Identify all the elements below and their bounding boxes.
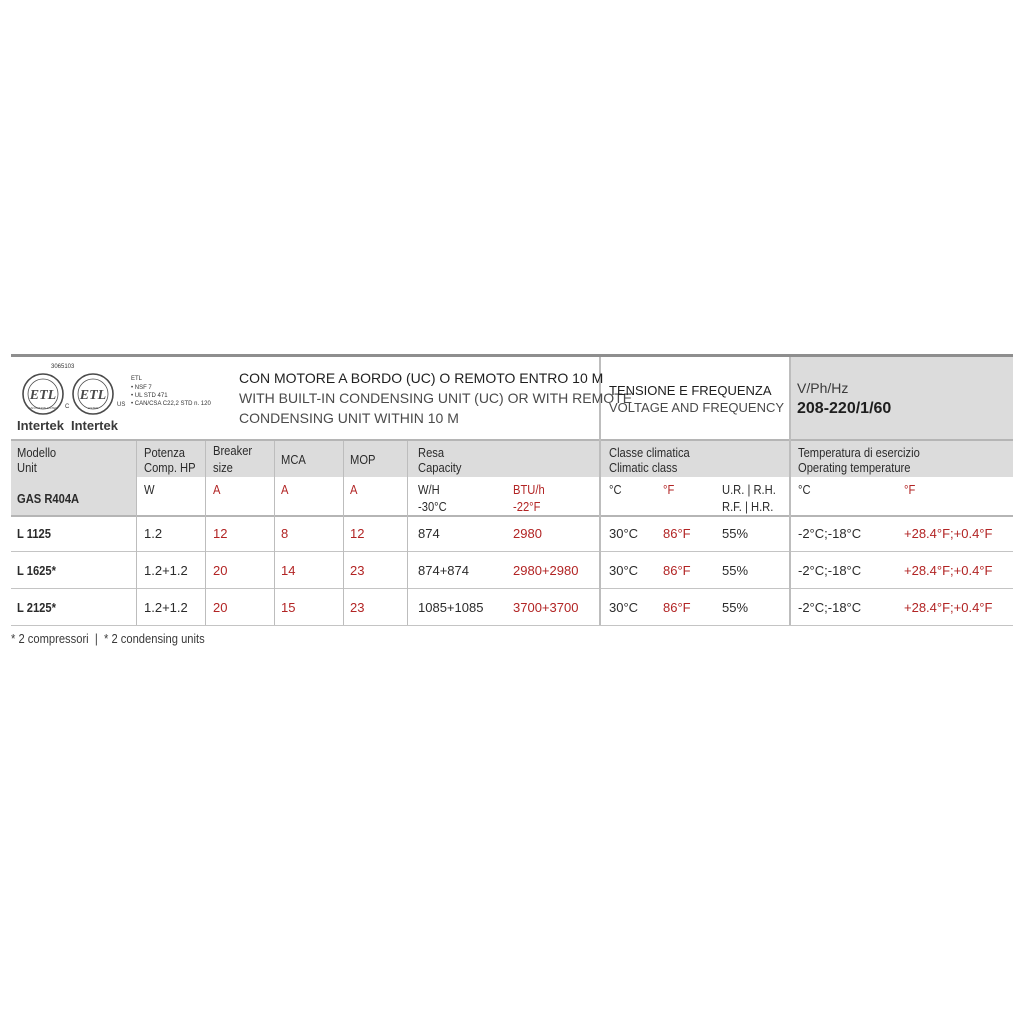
capacity-header: Resa: [418, 445, 445, 460]
climate-rh: U.R. | R.H.: [722, 482, 776, 497]
row-climate-f: 86°F: [663, 563, 691, 578]
row-btu: 2980: [513, 526, 542, 541]
model-header: Modello: [17, 445, 57, 460]
row-divider: [11, 551, 1013, 552]
row-mca: 14: [281, 563, 296, 578]
row-hp: 1.2: [144, 526, 163, 541]
description-english: WITH BUILT-IN CONDENSING UNIT (UC) OR WITH REMOTE: [239, 390, 633, 406]
optemp-unit-c: °C: [798, 482, 811, 497]
capacity-unit-btu: BTU/h: [513, 482, 545, 497]
voltage-title-italian: TENSIONE E FREQUENZA: [609, 383, 772, 398]
intertek-brand: Intertek: [71, 418, 118, 433]
power-header: Comp. HP: [144, 460, 196, 475]
row-hp: 1.2+1.2: [144, 563, 188, 578]
standard-item: • CAN/CSA C22,2 STD n. 120: [131, 401, 211, 407]
etl-listed-logo-icon: [71, 372, 115, 416]
row-rh: 55%: [722, 600, 749, 615]
gas-label: GAS R404A: [17, 491, 80, 506]
mop-unit: A: [350, 482, 358, 497]
svg-text:LISTED: LISTED: [87, 406, 99, 410]
column-divider: [205, 441, 206, 625]
row-mop: 23: [350, 563, 365, 578]
column-divider: [789, 357, 791, 625]
mca-unit: A: [281, 482, 289, 497]
row-mca: 15: [281, 600, 296, 615]
power-unit: W: [144, 482, 155, 497]
vph-header-bg: [791, 357, 1013, 439]
row-btu: 2980+2980: [513, 563, 579, 578]
row-op-f: +28.4°F;+0.4°F: [904, 526, 993, 541]
optemp-header: Operating temperature: [798, 460, 911, 475]
capacity-unit-wh: W/H: [418, 482, 440, 497]
vph-label: V/Ph/Hz: [797, 380, 849, 396]
standards-title: ETL: [131, 376, 143, 382]
model-header: Unit: [17, 460, 37, 475]
breaker-header: Breaker: [213, 443, 253, 458]
column-divider: [274, 441, 275, 625]
row-divider: [11, 588, 1013, 589]
breaker-unit: A: [213, 482, 221, 497]
voltage-title-english: VOLTAGE AND FREQUENCY: [609, 400, 785, 415]
row-rh: 55%: [722, 563, 749, 578]
row-mca: 8: [281, 526, 289, 541]
description-italian: CON MOTORE A BORDO (UC) O REMOTO ENTRO 10 M: [239, 370, 604, 386]
climate-unit-c: °C: [609, 482, 622, 497]
row-wh: 1085+1085: [418, 600, 484, 615]
row-model: L 2125*: [17, 600, 56, 615]
row-rh: 55%: [722, 526, 749, 541]
row-btu: 3700+3700: [513, 600, 579, 615]
row-mop: 23: [350, 600, 365, 615]
row-op-f: +28.4°F;+0.4°F: [904, 563, 993, 578]
cert-number: 3065103: [51, 364, 75, 370]
row-breaker: 20: [213, 563, 228, 578]
capacity-header: Capacity: [418, 460, 462, 475]
header-divider: [11, 439, 1013, 441]
row-model: L 1125: [17, 526, 51, 541]
footnote: * 2 compressori | * 2 condensing units: [11, 631, 205, 646]
capacity-temp-c: -30°C: [418, 499, 447, 514]
country-us-label: US: [117, 402, 126, 408]
row-wh: 874: [418, 526, 440, 541]
row-breaker: 12: [213, 526, 228, 541]
svg-text:SANITATION LISTED: SANITATION LISTED: [28, 406, 58, 410]
intertek-brand: Intertek: [17, 418, 64, 433]
climate-unit-f: °F: [663, 482, 675, 497]
power-header: Potenza: [144, 445, 186, 460]
row-op-f: +28.4°F;+0.4°F: [904, 600, 993, 615]
row-climate-c: 30°C: [609, 563, 639, 578]
standard-item: • NSF 7: [131, 385, 152, 391]
breaker-header: size: [213, 460, 233, 475]
country-c-label: C: [65, 404, 70, 410]
units-divider: [11, 515, 1013, 517]
standard-item: • UL STD 471: [131, 393, 168, 399]
svg-text:ETL: ETL: [79, 388, 107, 403]
row-climate-c: 30°C: [609, 600, 639, 615]
top-rule: [11, 354, 1013, 357]
row-op-c: -2°C;-18°C: [798, 600, 862, 615]
row-hp: 1.2+1.2: [144, 600, 188, 615]
row-op-c: -2°C;-18°C: [798, 563, 862, 578]
column-divider: [343, 441, 344, 625]
climate-header: Climatic class: [609, 460, 678, 475]
row-model: L 1625*: [17, 563, 56, 578]
etl-sanitation-logo-icon: [21, 372, 65, 416]
climate-header: Classe climatica: [609, 445, 690, 460]
vph-value: 208-220/1/60: [797, 400, 892, 417]
mca-header: MCA: [281, 452, 306, 467]
optemp-header: Temperatura di esercizio: [798, 445, 920, 460]
column-divider: [136, 441, 137, 625]
row-op-c: -2°C;-18°C: [798, 526, 862, 541]
row-climate-f: 86°F: [663, 526, 691, 541]
row-climate-c: 30°C: [609, 526, 639, 541]
column-divider: [407, 441, 408, 625]
svg-text:ETL: ETL: [29, 388, 57, 403]
row-climate-f: 86°F: [663, 600, 691, 615]
optemp-unit-f: °F: [904, 482, 916, 497]
description-english: CONDENSING UNIT WITHIN 10 M: [239, 410, 459, 426]
capacity-temp-f: -22°F: [513, 499, 541, 514]
climate-rh: R.F. | H.R.: [722, 499, 774, 514]
mop-header: MOP: [350, 452, 376, 467]
row-mop: 12: [350, 526, 365, 541]
row-wh: 874+874: [418, 563, 469, 578]
row-divider: [11, 625, 1013, 626]
row-breaker: 20: [213, 600, 228, 615]
